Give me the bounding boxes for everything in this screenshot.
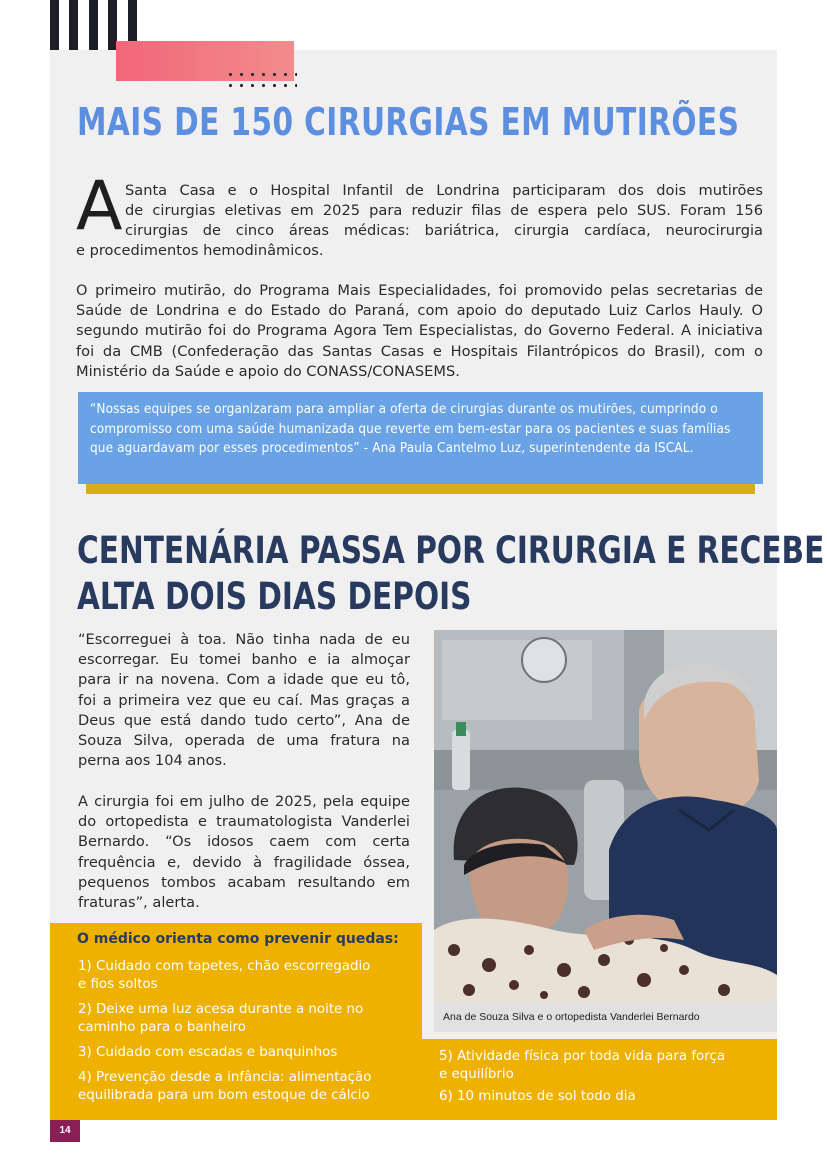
tip-line: 5) Atividade física por toda vida para força <box>439 1049 726 1064</box>
decorative-dots <box>225 69 297 91</box>
page-number: 14 <box>50 1120 80 1142</box>
photo-patient-and-doctor <box>434 630 777 1002</box>
tip-line: e equilíbrio <box>439 1067 514 1082</box>
photo-caption: Ana de Souza Silva e o ortopedista Vanderlei Bernardo <box>443 1011 700 1023</box>
quote-box <box>78 392 763 484</box>
intro-line: cirurgias de cinco áreas médicas: bariátrica, cirurgia cardíaca, neurocirurgia <box>125 222 763 239</box>
photo-caption-bar <box>434 1002 777 1032</box>
tip-line: 4) Prevenção desde a infância: alimentação <box>78 1070 372 1085</box>
tip-line: 2) Deixe uma luz acesa durante a noite no <box>78 1002 364 1017</box>
headline-centenarian <box>77 528 824 620</box>
headline-line: ALTA DOIS DIAS DEPOIS <box>77 575 472 618</box>
tip-line: e fios soltos <box>78 977 158 992</box>
intro-line: Santa Casa e o Hospital Infantil de Londrina participaram dos dois mutirões <box>125 182 763 199</box>
tip-line: 3) Cuidado com escadas e banquinhos <box>78 1045 338 1060</box>
headline-surgeries: MAIS DE 150 CIRURGIAS EM MUTIRÕES <box>77 100 740 144</box>
intro-line: e procedimentos hemodinâmicos. <box>76 242 324 259</box>
tip-line: 1) Cuidado com tapetes, chão escorregadio <box>78 959 371 974</box>
program-paragraph: O primeiro mutirão, do Programa Mais Especialidades, foi promovido pelas secretarias de Saúde de Londrina e do Estado do Paraná, com apoio do deputado Luiz Carlos Hauly. O segundo mutirão foi do Programa Agora Tem Especialistas, do Governo Federal. A iniciativa foi da CMB (Confederação das Santas Casas e Hospitais Filantrópicos do Brasil), com o Ministério da Saúde e apoio do CONASS/CONASEMS. <box>76 282 763 380</box>
tips-title: O médico orienta como prevenir quedas: <box>77 931 399 947</box>
tip-line: equilibrada para um bom estoque de cálcio <box>78 1088 370 1103</box>
tip-line: caminho para o banheiro <box>78 1020 246 1035</box>
quote-text: “Nossas equipes se organizaram para ampliar a oferta de cirurgias durante os mutirões, cumprindo o compromisso com uma saúde humanizada que reverte em bem-estar para os pacientes e suas famílias que aguardavam por esses procedimentos” - Ana Paula Cantelmo Luz, superintendente da ISCAL. <box>90 401 731 456</box>
tip-line: 6) 10 minutos de sol todo dia <box>439 1089 636 1104</box>
photo-illustration <box>434 630 777 1002</box>
headline-line: CENTENÁRIA PASSA POR CIRURGIA E RECEBE <box>77 529 825 572</box>
story-quote-paragraph: “Escorreguei à toa. Não tinha nada de eu escorregar. Eu tomei banho e ia almoçar para ir na novena. Com a idade que eu tô, foi a primeira vez que eu caí. Mas graças a Deus que está dando tudo certo”, Ana de Souza Silva, operada de uma fratura na perna aos 104 anos. <box>78 631 410 770</box>
story-surgery-paragraph: A cirurgia foi em julho de 2025, pela equipe do ortopedista e traumatologista Vanderlei Bernardo. “Os idosos caem com certa frequência e, devido à fragilidade óssea, pequenos tombos acabam resultando em fraturas”, alerta. <box>78 793 410 912</box>
dropcap: A <box>76 167 123 246</box>
intro-line: de cirurgias eletivas em 2025 para reduzir filas de espera pelo SUS. Foram 156 <box>125 202 763 219</box>
